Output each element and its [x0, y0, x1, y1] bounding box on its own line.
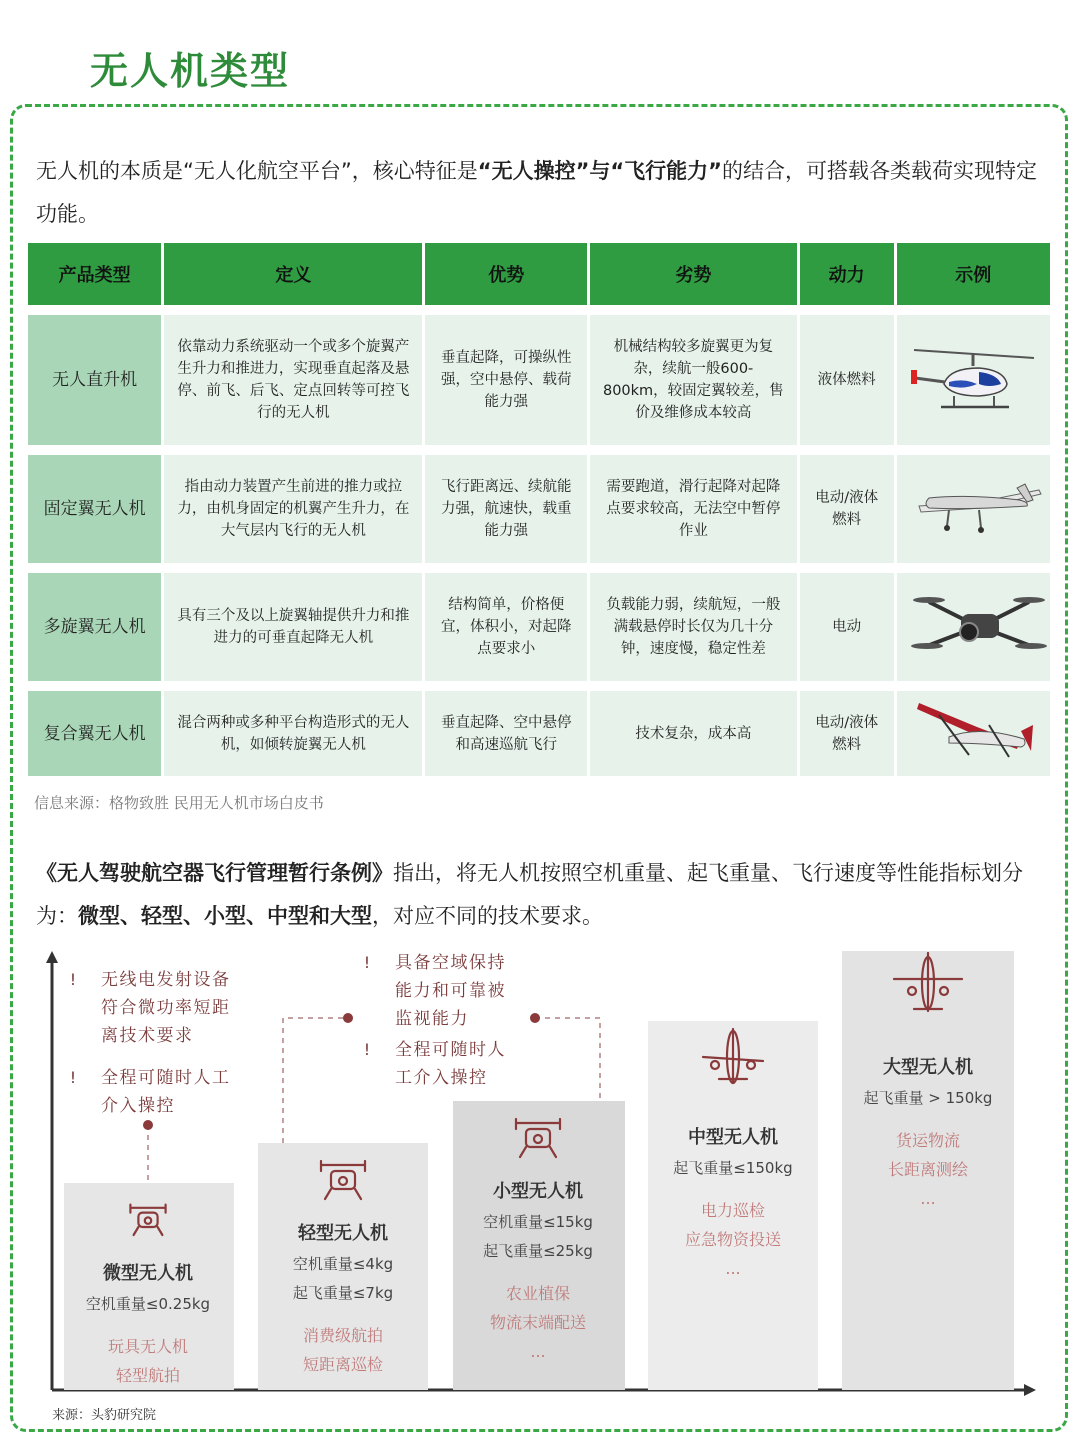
cell-cons: 负载能力弱，续航短，一般满载悬停时长仅为几十分钟，速度慢，稳定性差 [590, 573, 797, 681]
cell-type: 无人直升机 [28, 315, 161, 445]
cell-definition: 具有三个及以上旋翼轴提供升力和推进力的可垂直起降无人机 [164, 573, 422, 681]
note-top-1-text: 具备空域保持 [395, 953, 506, 973]
drone-type-table [25, 240, 1053, 779]
header-definition: 定义 [164, 243, 422, 305]
class-use: ... [530, 1342, 546, 1361]
helicopter-drone-image [909, 332, 1039, 422]
note-top-2-text: 工介入操控 [395, 1068, 488, 1088]
class-use: 物流末端配送 [489, 1313, 587, 1332]
cell-pros: 垂直起降、空中悬停和高速巡航飞行 [425, 691, 586, 776]
intro-bold: “无人操控”与“飞行能力” [477, 159, 722, 183]
regulation-text-2: ，对应不同的技术要求。 [372, 904, 603, 928]
note-top-2-mark: ! [363, 1040, 371, 1059]
note-left-2-mark: ! [69, 1068, 77, 1087]
class-name: 大型无人机 [883, 1057, 973, 1078]
connector-light [283, 1018, 348, 1143]
class-spec: 起飞重量≤7kg [292, 1284, 394, 1302]
class-use: 货运物流 [895, 1131, 961, 1150]
class-use: 农业植保 [505, 1284, 571, 1303]
drone-class-chart [40, 945, 1050, 1425]
class-name: 轻型无人机 [298, 1223, 388, 1244]
note-left-2-text: 全程可随时人工 [101, 1068, 231, 1088]
cell-cons: 机械结构较多旋翼更为复杂，续航一般600-800km，较固定翼较差，售价及维修成本较高 [590, 315, 797, 445]
class-use: 短距离巡检 [302, 1355, 384, 1374]
cell-power: 电动 [800, 573, 894, 681]
note-left-1-text: 无线电发射设备 [101, 970, 231, 990]
cell-type: 多旋翼无人机 [28, 573, 161, 681]
y-axis-arrow [46, 951, 58, 963]
cell-definition: 指由动力装置产生前进的推力或拉力，由机身固定的机翼产生升力，在大气层内飞行的无人机 [164, 455, 422, 563]
cell-example [897, 455, 1050, 563]
multirotor-drone-image [909, 584, 1049, 664]
chart-source: 来源：头豹研究院 [52, 1408, 157, 1423]
class-use: 玩具无人机 [107, 1337, 189, 1356]
cell-power: 电动/液体燃料 [800, 691, 894, 776]
note-left-2-text: 介入操控 [101, 1096, 175, 1116]
table-source: 信息来源：格物致胜 民用无人机市场白皮书 [34, 794, 324, 812]
cell-pros: 垂直起降，可操纵性强，空中悬停、载荷能力强 [425, 315, 586, 445]
cell-example [897, 315, 1050, 445]
note-top-1-text: 监视能力 [395, 1009, 469, 1029]
regulation-title: 《无人驾驶航空器飞行管理暂行条例》 [36, 861, 393, 885]
cell-pros: 结构简单，价格便宜，体积小，对起降点要求小 [425, 573, 586, 681]
table-row [28, 315, 1050, 445]
note-top-1-mark: ! [363, 953, 371, 972]
connector-dot [530, 1013, 540, 1023]
table-row [28, 691, 1050, 776]
note-top-2-text: 全程可随时人 [395, 1040, 506, 1060]
fixed-wing-drone-image [909, 466, 1049, 546]
connector-dot [343, 1013, 353, 1023]
class-use: 电力巡检 [700, 1201, 766, 1220]
connector-dot [143, 1120, 153, 1130]
class-use: 应急物资投送 [684, 1230, 782, 1249]
class-bar [64, 1183, 234, 1390]
regulation-paragraph [36, 852, 1046, 938]
cell-pros: 飞行距离远、续航能力强，航速快，载重能力强 [425, 455, 586, 563]
note-left-1-text: 离技术要求 [101, 1026, 194, 1046]
table-row [28, 455, 1050, 563]
cell-example [897, 573, 1050, 681]
class-name: 中型无人机 [688, 1127, 778, 1148]
cell-type: 固定翼无人机 [28, 455, 161, 563]
class-use: ... [725, 1259, 741, 1278]
x-axis-arrow [1024, 1384, 1036, 1396]
intro-text-2: 的结合，可搭载各类载荷实现特定功能。 [36, 159, 1037, 226]
connector-small [535, 1018, 600, 1101]
header-example: 示例 [897, 243, 1050, 305]
class-spec: 起飞重量 > 150kg [863, 1089, 993, 1107]
cell-definition: 依靠动力系统驱动一个或多个旋翼产生升力和推进力，实现垂直起落及悬停、前飞、后飞、定点回转等可控飞行的无人机 [164, 315, 422, 445]
cell-definition: 混合两种或多种平台构造形式的无人机，如倾转旋翼无人机 [164, 691, 422, 776]
class-use: 消费级航拍 [302, 1326, 384, 1345]
cell-cons: 技术复杂，成本高 [590, 691, 797, 776]
cell-example [897, 691, 1050, 776]
note-left-1-mark: ! [69, 970, 77, 989]
page-title: 无人机类型 [90, 49, 291, 93]
table-row [28, 573, 1050, 681]
cell-type: 复合翼无人机 [28, 691, 161, 776]
cell-power: 液体燃料 [800, 315, 894, 445]
header-type: 产品类型 [28, 243, 161, 305]
class-use: 长距离测绘 [887, 1160, 969, 1179]
class-use: ... [920, 1189, 936, 1208]
class-name: 微型无人机 [103, 1263, 193, 1284]
class-spec: 起飞重量≤25kg [483, 1242, 593, 1260]
class-use: 轻型航拍 [115, 1366, 181, 1385]
header-cons: 劣势 [590, 243, 797, 305]
regulation-text-1: 指出，将无人机按照空机重量、起飞重量、飞行速度等性能指标划分为： [36, 861, 1023, 928]
cell-cons: 需要跑道，滑行起降对起降点要求较高，无法空中暂停作业 [590, 455, 797, 563]
header-pros: 优势 [425, 243, 586, 305]
hybrid-wing-drone-image [909, 695, 1039, 765]
class-spec: 空机重量≤15kg [483, 1213, 593, 1231]
class-spec: 起飞重量≤150kg [673, 1159, 793, 1177]
regulation-bold: 微型、轻型、小型、中型和大型 [78, 904, 372, 928]
note-left-1-text: 符合微功率短距 [101, 998, 231, 1018]
class-spec: 空机重量≤4kg [292, 1255, 394, 1273]
intro-paragraph [36, 150, 1046, 236]
intro-text-1: 无人机的本质是“无人化航空平台”，核心特征是 [36, 159, 478, 183]
note-top-1-text: 能力和可靠被 [395, 981, 506, 1001]
class-spec: 空机重量≤0.25kg [85, 1295, 211, 1313]
header-power: 动力 [800, 243, 894, 305]
class-name: 小型无人机 [493, 1181, 583, 1202]
cell-power: 电动/液体燃料 [800, 455, 894, 563]
